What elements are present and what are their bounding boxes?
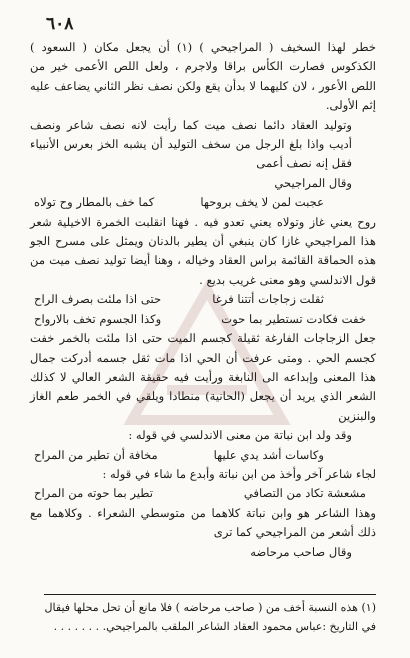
paragraph: وقال صاحب مرحاضه — [250, 544, 352, 559]
verse — [34, 193, 366, 212]
paragraph: روح يعني غاز وتولاه يعني تعدو فيه . فهنا انقلبت الخمرة الاخيلية شعر هذا المراجيحي غازا كان ينبغي أن يطير بالدنان ويمثل على مسرح الجو هذه الحماقة القائمة براس العقاد وخياله ، وهنا أيضا توليد نصف ميت من قول الاندلسي وهو معنى غريب بديع . — [30, 214, 376, 287]
footnote-line: (١) هذه النسبة أخف من ( صاحب مرحاضه ) فلا مانع أن تحل محلها فيقال — [44, 601, 376, 614]
verse-hemistich: وكذا الجسوم تخف بالارواح — [34, 311, 162, 326]
verse-hemistich: مشعشة تكاد من التصافي — [243, 486, 366, 501]
verse — [34, 290, 366, 309]
verse-hemistich: حتى اذا ملئت بصرف الراح — [34, 292, 162, 307]
paragraph: لجاء شاعر آخر وأخذ من ابن نباتة وأبدع ما شاء في قوله : — [102, 466, 376, 481]
verse-hemistich: وكاسات أشد يدي عليها — [213, 447, 324, 462]
footnote-separator — [44, 594, 376, 595]
footnote-line: في التاريخ :عباس محمود العقاد الشاعر الملقب بالمراجيحي. . . . . . . . — [53, 620, 376, 633]
paragraph: وقد ولد ابن نباتة من معنى الاندلسي في قوله : — [128, 428, 352, 443]
paragraph: جعل الزجاجات الفارغة ثقيلة كجسم الميت حتى اذا ملئت بالخمر خفت كجسم الحي . ومتى عرفت أن الحي اذا مات ثقل جسمه أدركت جمال هذا المعنى وإبداعه الى النابغة ورأيت فيه حقيقة الشعر العالي لا كذلك الشعر الذي يريد أن يجعل (الحانية) منطادا ويلقي في الخمر طعم الغاز والبنزين — [30, 331, 376, 423]
verse-hemistich: عجبت لمن لا يخف بروحها — [200, 195, 324, 210]
footnote — [36, 598, 376, 636]
paragraph: خطر لهذا السخيف ( المراجيحي ) (١) أن يجعل مكان ( السعود ) الكذكوس فصارت الكأس براقا ولاجرم ، ولعل اللص الأعمى خير من اللص الأعور ، لان كليهما لا بدأن يقع ولكن نصف نظر الثاني يضاعف عليه إثم الأولى. — [30, 40, 376, 113]
verse-hemistich: خفت فكادت تستطير بما حوت — [221, 311, 366, 326]
page-number: ٦٠٨ — [46, 14, 74, 34]
paragraph: وتوليد العقاد دائما نصف ميت كما رأيت لانه نصف شاعر ونصف أديب واذا بلغ الرجل من سخف التوليد أن يشبه الخز بعرس الأنبياء فقل إنه نصف أعمى — [30, 117, 352, 171]
verse-hemistich: مخافة أن تطير من المراح — [34, 447, 158, 462]
main-text — [30, 38, 376, 562]
verse — [34, 310, 366, 329]
verse-hemistich: ثقلت زجاجات أتتنا فرغا — [212, 292, 324, 307]
verse — [34, 484, 366, 503]
verse-hemistich: تطير بما حوته من المراح — [34, 486, 154, 501]
paragraph: وقال المراجيحي — [274, 175, 352, 190]
paragraph: وهذا الشاعر هو وابن نباتة كلاهما من متوسطي الشعراء . وكلاهما مع ذلك أشعر من المراجيحي كما ترى — [30, 505, 376, 540]
verse-hemistich: كما خف بالمطار وح تولاه — [34, 195, 155, 210]
verse — [34, 446, 366, 465]
